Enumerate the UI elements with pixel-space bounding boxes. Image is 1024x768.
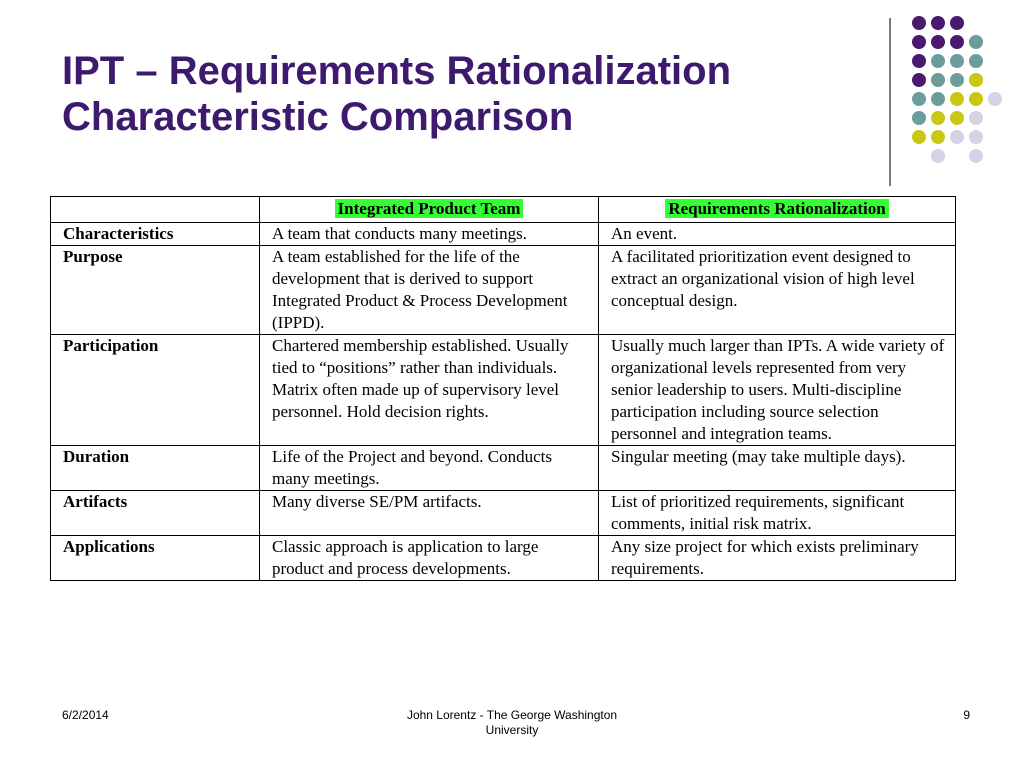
decor-dot (969, 35, 983, 49)
rr-cell: Any size project for which exists preliminary requirements. (599, 536, 956, 581)
ipt-cell: Chartered membership established. Usually tied to “positions” rather than individuals. Matrix often made up of supervisory level personnel. Hold decision rights. (260, 335, 599, 446)
decor-dot (931, 54, 945, 68)
rr-cell: Usually much larger than IPTs. A wide variety of organizational levels represented from very senior leadership to users. Multi-discipline participation including source selection personnel and integration teams. (599, 335, 956, 446)
header-ipt-label: Integrated Product Team (335, 199, 524, 218)
table-row (51, 335, 956, 446)
decor-dot (931, 111, 945, 125)
header-rr-label: Requirements Rationalization (665, 199, 888, 218)
footer-page-number: 9 (963, 708, 970, 722)
ipt-cell: Life of the Project and beyond. Conducts many meetings. (260, 446, 599, 491)
decorative-divider-line (889, 18, 891, 186)
table-row (51, 246, 956, 335)
decor-dot (912, 130, 926, 144)
decor-dot (912, 111, 926, 125)
title-line-1: IPT – Requirements Rationalization (62, 49, 732, 93)
ipt-cell: A team that conducts many meetings. (260, 223, 599, 246)
decor-dot (969, 92, 983, 106)
rr-cell: Singular meeting (may take multiple days). (599, 446, 956, 491)
row-label: Participation (51, 335, 260, 446)
comparison-table (50, 196, 956, 581)
decor-dot (931, 130, 945, 144)
rr-cell: An event. (599, 223, 956, 246)
decor-dot (950, 92, 964, 106)
decor-dot (969, 111, 983, 125)
ipt-cell: Many diverse SE/PM artifacts. (260, 491, 599, 536)
slide-title (62, 48, 862, 140)
decor-dot (950, 111, 964, 125)
header-integrated-product-team (260, 197, 599, 223)
table-row (51, 491, 956, 536)
title-line-2: Characteristic Comparison (62, 95, 574, 139)
table-row (51, 223, 956, 246)
row-label: Characteristics (51, 223, 260, 246)
decor-dot (931, 73, 945, 87)
header-empty-cell (51, 197, 260, 223)
rr-cell: A facilitated prioritization event designed to extract an organizational vision of high level conceptual design. (599, 246, 956, 335)
decor-dot (950, 130, 964, 144)
decor-dot (969, 54, 983, 68)
table-row (51, 536, 956, 581)
footer-author: John Lorentz - The George Washington University (406, 708, 618, 737)
row-label: Artifacts (51, 491, 260, 536)
decor-dot (912, 35, 926, 49)
decor-dot (988, 92, 1002, 106)
decor-dot (912, 16, 926, 30)
decor-dot (931, 149, 945, 163)
decor-dot (931, 16, 945, 30)
decor-dot (912, 92, 926, 106)
decor-dot (950, 54, 964, 68)
decor-dot (969, 73, 983, 87)
table-header-row (51, 197, 956, 223)
row-label: Purpose (51, 246, 260, 335)
decor-dot (950, 35, 964, 49)
decor-dot (912, 54, 926, 68)
header-requirements-rationalization (599, 197, 956, 223)
decor-dot (950, 73, 964, 87)
row-label: Applications (51, 536, 260, 581)
ipt-cell: Classic approach is application to large product and process developments. (260, 536, 599, 581)
rr-cell: List of prioritized requirements, significant comments, initial risk matrix. (599, 491, 956, 536)
table-row (51, 446, 956, 491)
decor-dot (912, 73, 926, 87)
decor-dot (950, 16, 964, 30)
decor-dot (969, 130, 983, 144)
row-label: Duration (51, 446, 260, 491)
decor-dot (931, 92, 945, 106)
ipt-cell: A team established for the life of the development that is derived to support Integrated Product & Process Development (IPPD). (260, 246, 599, 335)
footer-date: 6/2/2014 (62, 708, 109, 722)
decor-dot (969, 149, 983, 163)
decor-dot (931, 35, 945, 49)
